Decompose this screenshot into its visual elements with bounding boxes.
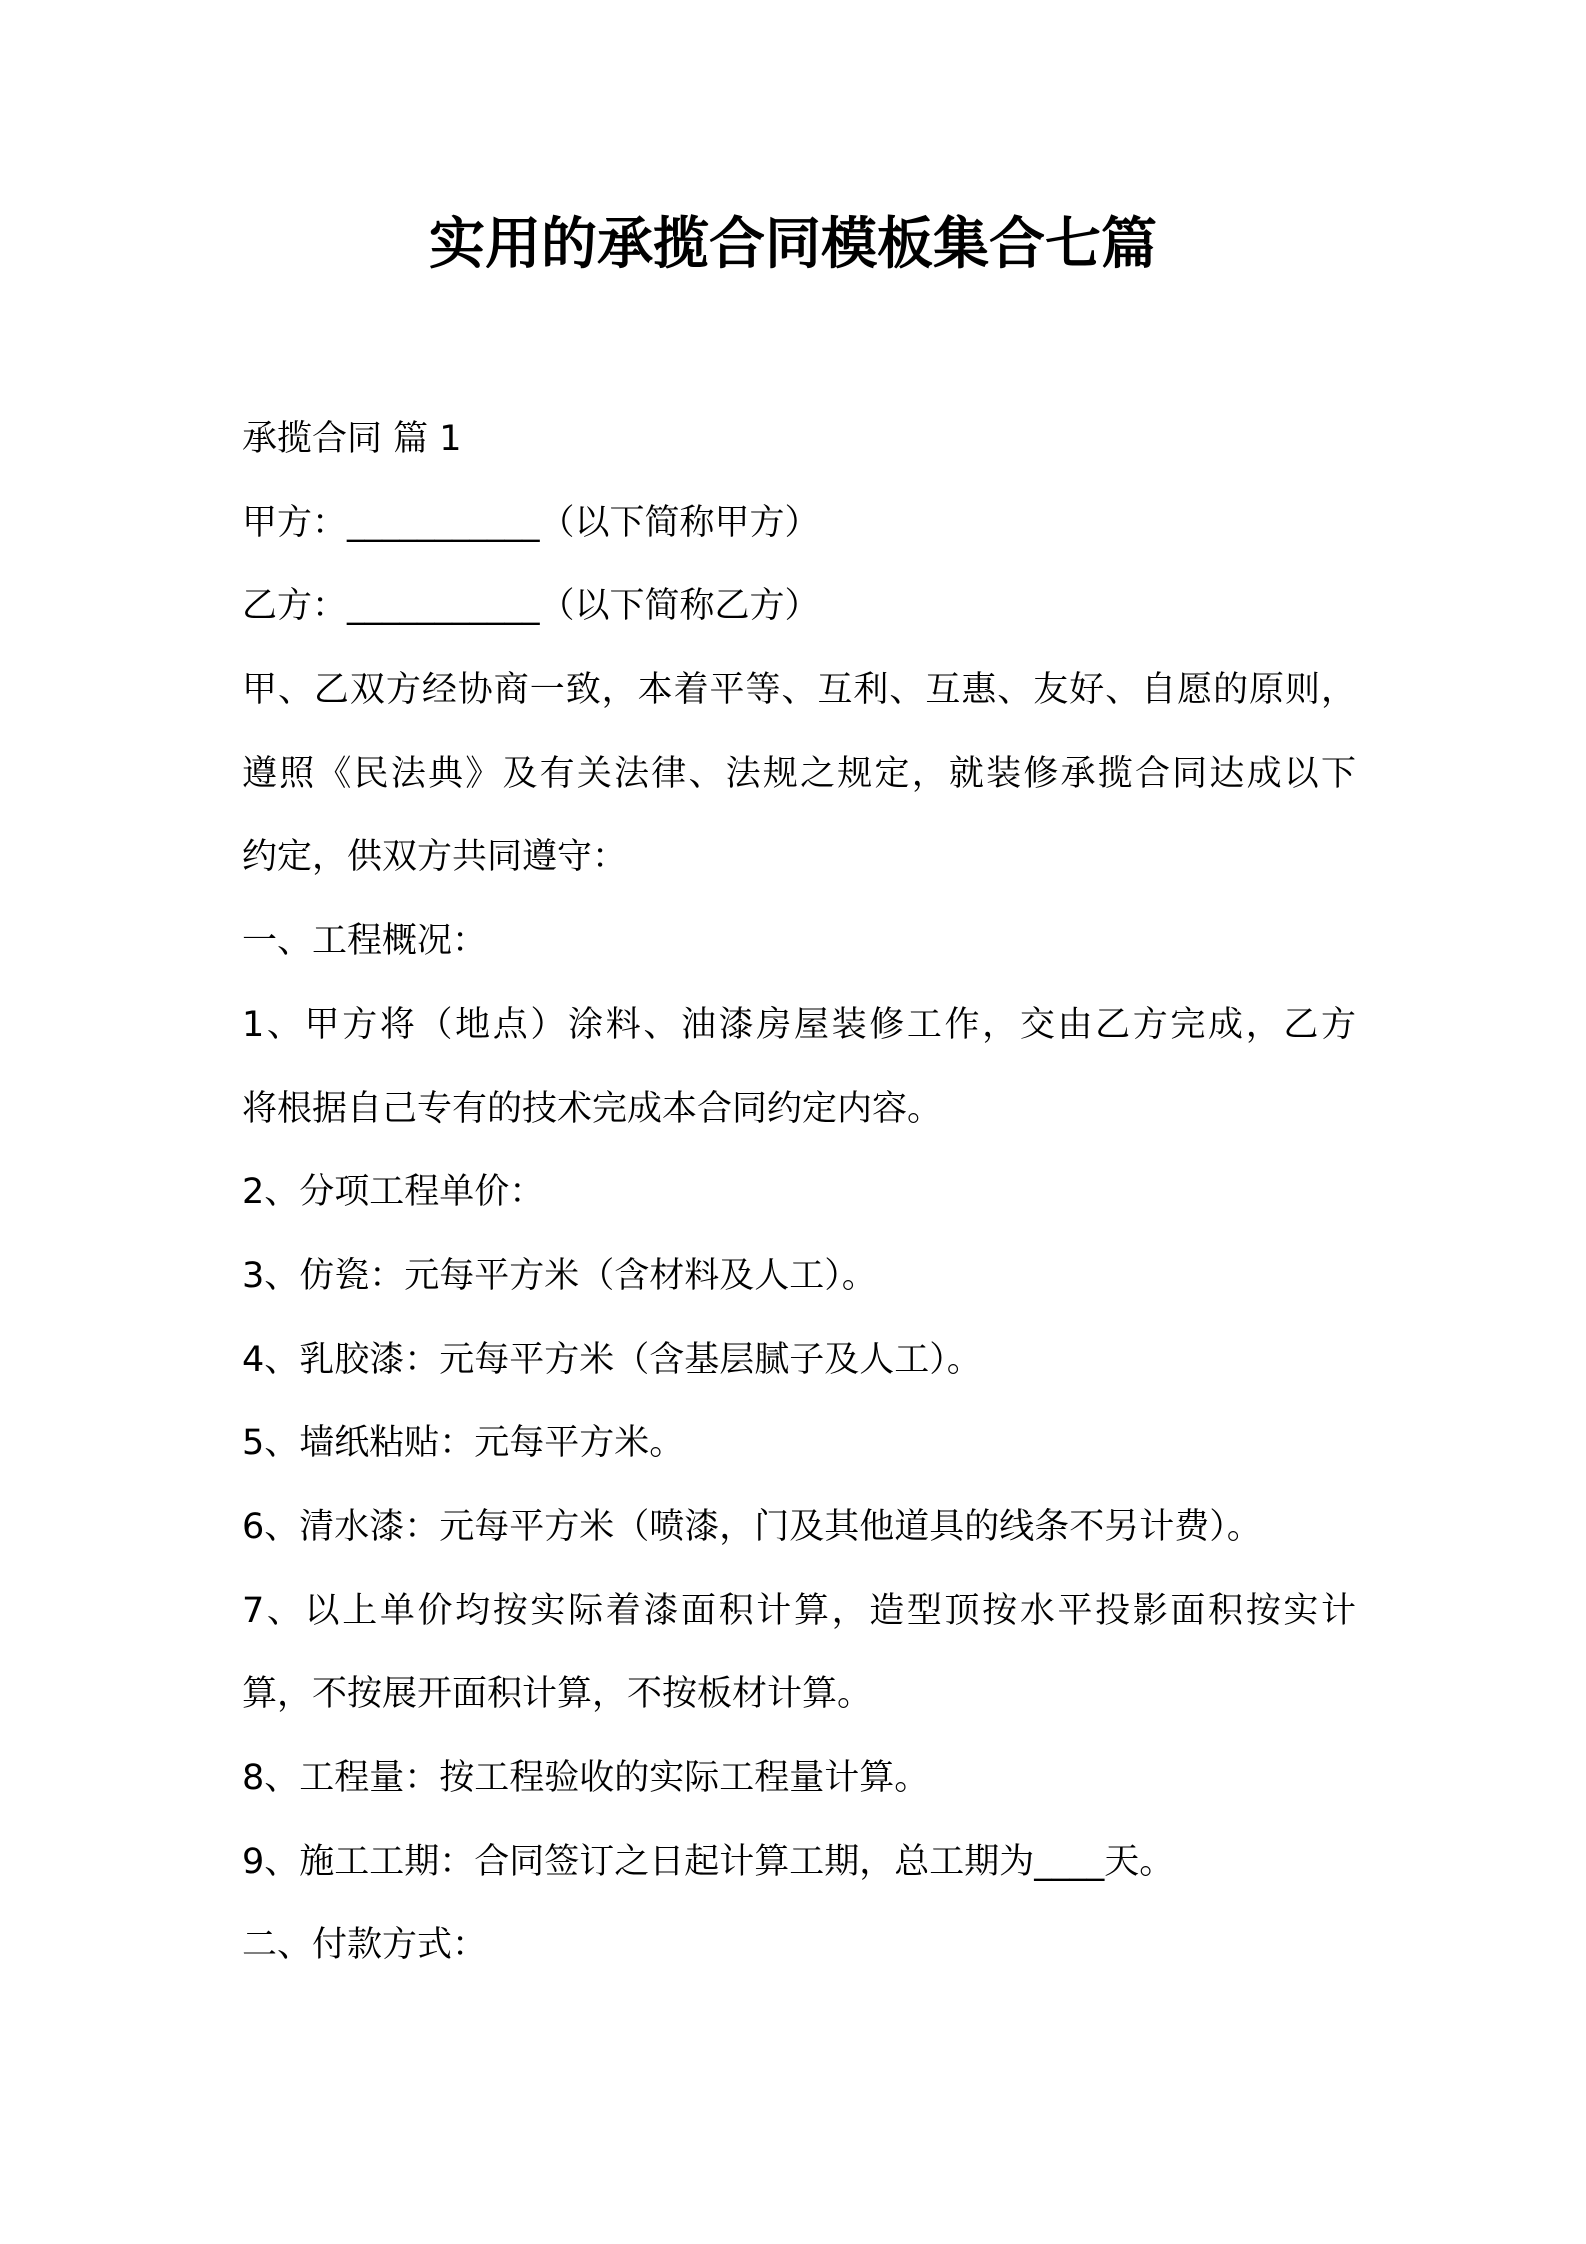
paragraph-line: 7、以上单价均按实际着漆面积计算，造型顶按水平投影面积按实计 (242, 1590, 1356, 1631)
section-heading-project-overview (242, 900, 1356, 984)
clause-5 (242, 1402, 1356, 1486)
paragraph-line: 3、仿瓷：元每平方米（含材料及人工）。 (242, 1255, 877, 1296)
party-b-line (242, 565, 1356, 649)
paragraph-line: 4、乳胶漆：元每平方米（含基层腻子及人工）。 (242, 1339, 982, 1380)
paragraph-line: 8、工程量：按工程验收的实际工程量计算。 (242, 1758, 930, 1798)
paragraph-line: 甲方：___________（以下简称甲方） (242, 502, 820, 543)
paragraph-line: 甲、乙双方经协商一致，本着平等、互利、互惠、友好、自愿的原则， (242, 670, 1356, 711)
paragraph-line: 6、清水漆：元每平方米（喷漆，门及其他道具的线条不另计费）。 (242, 1506, 1262, 1547)
party-a-line (242, 482, 1356, 566)
paragraph-line: 遵照《民法典》及有关法律、法规之规定，就装修承揽合同达成以下 (242, 753, 1356, 794)
clause-1 (242, 984, 1356, 1151)
paragraph-line: 1、甲方将（地点）涂料、油漆房屋装修工作，交由乙方完成，乙方 (242, 1004, 1356, 1045)
paragraph-line: 9、施工工期：合同签订之日起计算工期，总工期为____天。 (242, 1841, 1175, 1882)
paragraph-line: 5、墙纸粘贴：元每平方米。 (242, 1423, 685, 1464)
clause-3 (242, 1235, 1356, 1319)
paragraph-line: 2、分项工程单价： (242, 1172, 545, 1213)
section-heading-payment-method (242, 1904, 1356, 1988)
paragraph-line: 将根据自己专有的技术完成本合同约定内容。 (242, 1088, 943, 1129)
paragraph-line: 一、工程概况： (242, 921, 488, 962)
paragraph-line: 承揽合同 篇 1 (242, 419, 462, 459)
clause-6 (242, 1486, 1356, 1570)
clause-8 (242, 1737, 1356, 1821)
clause-2 (242, 1151, 1356, 1235)
document-title: 实用的承揽合同模板集合七篇 (429, 212, 1157, 277)
clause-7 (242, 1570, 1356, 1737)
paragraph-line: 二、付款方式： (242, 1925, 488, 1966)
contract-section-title (242, 398, 1356, 482)
clause-4 (242, 1319, 1356, 1403)
document-body (242, 398, 1356, 1988)
paragraph-line: 乙方：___________（以下简称乙方） (242, 586, 820, 627)
clause-9 (242, 1821, 1356, 1905)
preamble-paragraph (242, 649, 1356, 900)
paragraph-line: 算，不按展开面积计算，不按板材计算。 (242, 1674, 873, 1715)
paragraph-line: 约定，供双方共同遵守： (242, 837, 628, 878)
